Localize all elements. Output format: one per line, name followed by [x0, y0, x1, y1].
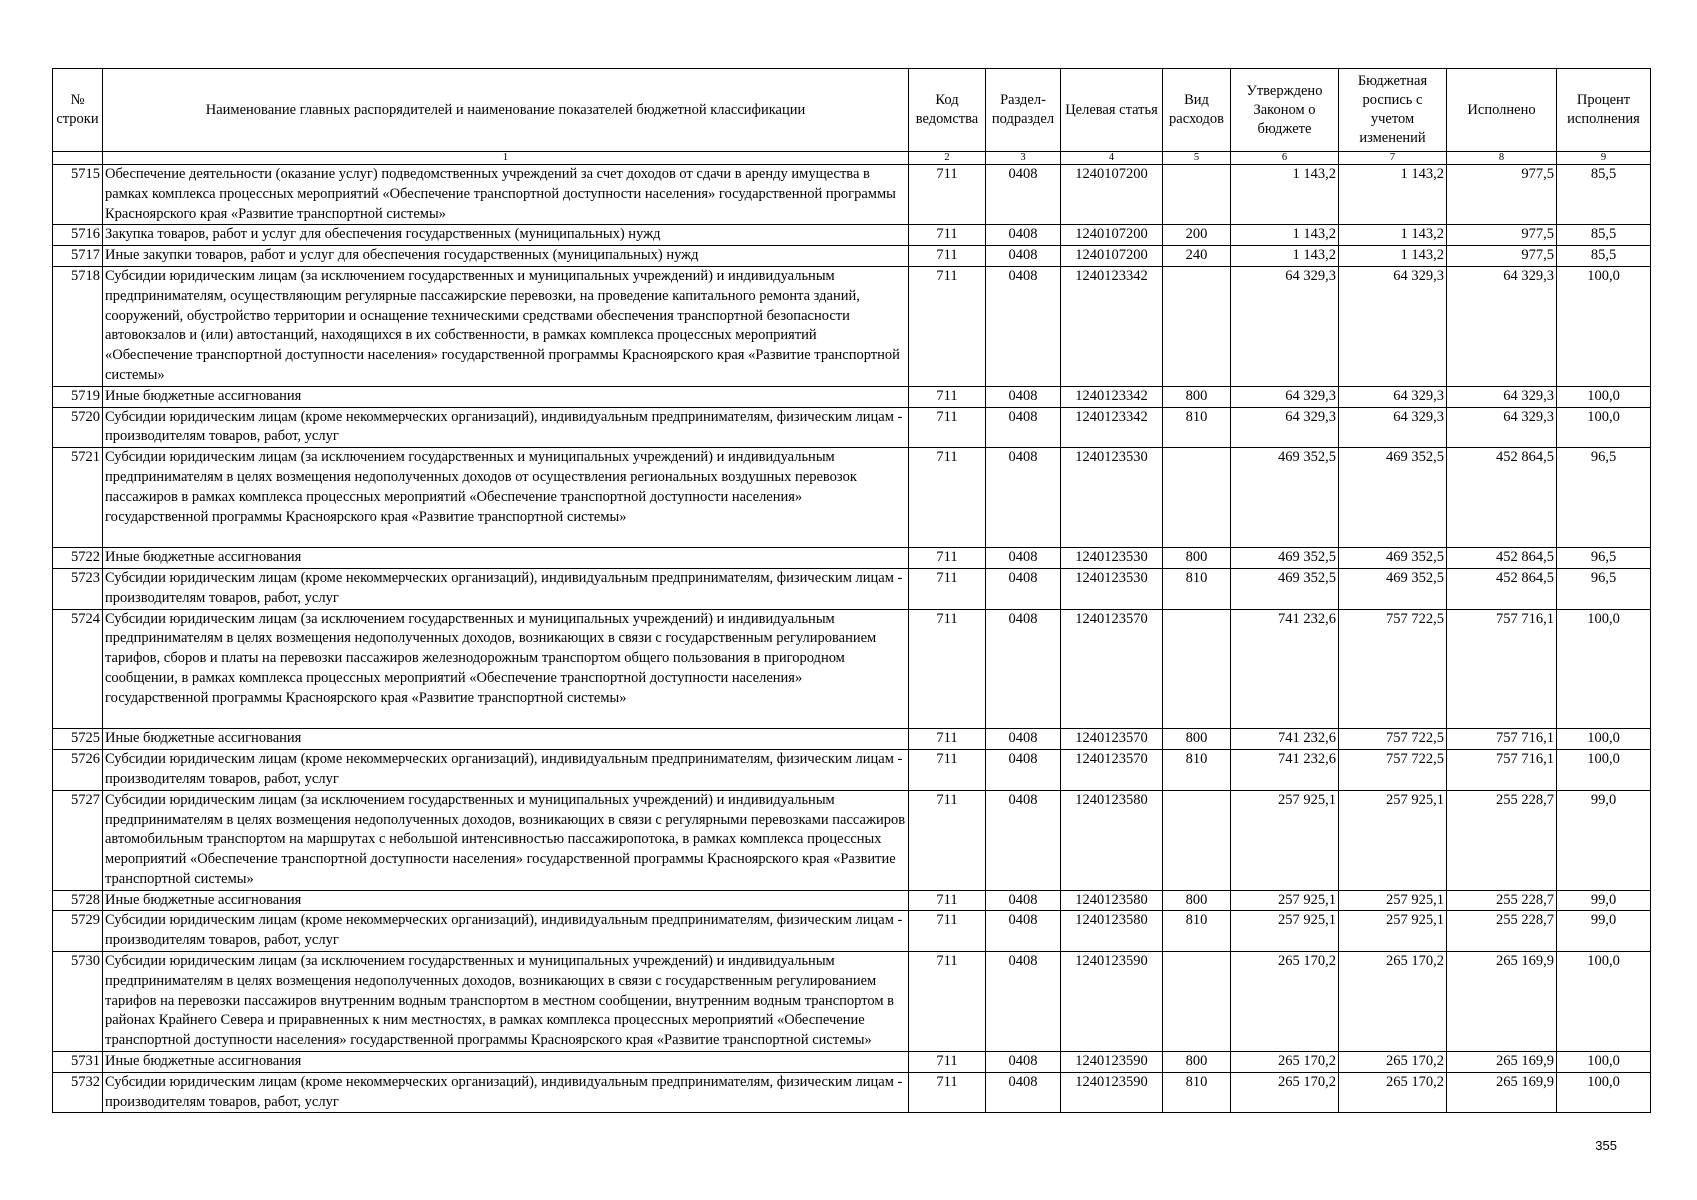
department-code: 711 — [909, 729, 986, 750]
planned-amount: 64 329,3 — [1339, 407, 1447, 448]
table-row — [53, 1052, 1651, 1073]
department-code: 711 — [909, 266, 986, 386]
row-name: Субсидии юридическим лицам (за исключением государственных и муниципальных учреждений) и индивидуальным предпринимателям, осуществляющим регулярные пассажирские перевозки, на проведение капитального ремонта зданий, сооружений, обустройство территории и оснащение техническими средствами обеспечения транспортной безопасности автовокзалов и (или) автостанций, находящихся в их собственности, в рамках комплекса процессных мероприятий «Обеспечение транспортной доступности населения» государственной программы Красноярского края «Развитие транспортной системы» — [103, 266, 909, 386]
approved-amount: 469 352,5 — [1231, 568, 1339, 609]
department-code: 711 — [909, 1072, 986, 1113]
section-code: 0408 — [986, 1072, 1061, 1113]
planned-amount: 265 170,2 — [1339, 1052, 1447, 1073]
target-article: 1240123590 — [1061, 1072, 1163, 1113]
column-number-blank — [53, 152, 103, 165]
planned-amount: 257 925,1 — [1339, 890, 1447, 911]
approved-amount: 469 352,5 — [1231, 448, 1339, 548]
execution-percent: 99,0 — [1557, 890, 1651, 911]
expense-type: 810 — [1163, 568, 1231, 609]
department-code: 711 — [909, 609, 986, 729]
department-code: 711 — [909, 790, 986, 890]
expense-type — [1163, 165, 1231, 225]
expense-type: 810 — [1163, 750, 1231, 791]
department-code: 711 — [909, 952, 986, 1052]
target-article: 1240123590 — [1061, 1052, 1163, 1073]
column-number: 6 — [1231, 152, 1339, 165]
target-article: 1240107200 — [1061, 246, 1163, 267]
planned-amount: 757 722,5 — [1339, 729, 1447, 750]
target-article: 1240107200 — [1061, 225, 1163, 246]
approved-amount: 741 232,6 — [1231, 729, 1339, 750]
target-article: 1240123530 — [1061, 568, 1163, 609]
department-code: 711 — [909, 225, 986, 246]
planned-amount: 64 329,3 — [1339, 266, 1447, 386]
table-row — [53, 729, 1651, 750]
department-code: 711 — [909, 407, 986, 448]
column-number: 5 — [1163, 152, 1231, 165]
section-code: 0408 — [986, 568, 1061, 609]
expense-type: 810 — [1163, 911, 1231, 952]
execution-percent: 96,5 — [1557, 548, 1651, 569]
approved-amount: 265 170,2 — [1231, 1072, 1339, 1113]
department-code: 711 — [909, 548, 986, 569]
executed-amount: 64 329,3 — [1447, 407, 1557, 448]
table-row — [53, 890, 1651, 911]
section-code: 0408 — [986, 609, 1061, 729]
planned-amount: 265 170,2 — [1339, 952, 1447, 1052]
execution-percent: 100,0 — [1557, 952, 1651, 1052]
department-code: 711 — [909, 386, 986, 407]
approved-amount: 64 329,3 — [1231, 407, 1339, 448]
header-target-article: Целевая статья — [1061, 69, 1163, 152]
row-name: Иные бюджетные ассигнования — [103, 729, 909, 750]
row-name: Субсидии юридическим лицам (кроме некоммерческих организаций), индивидуальным предпринимателям, физическим лицам - производителям товаров, работ, услуг — [103, 568, 909, 609]
target-article: 1240123590 — [1061, 952, 1163, 1052]
department-code: 711 — [909, 448, 986, 548]
row-number: 5725 — [53, 729, 103, 750]
executed-amount: 977,5 — [1447, 225, 1557, 246]
executed-amount: 452 864,5 — [1447, 448, 1557, 548]
row-number: 5732 — [53, 1072, 103, 1113]
row-number: 5729 — [53, 911, 103, 952]
executed-amount: 757 716,1 — [1447, 729, 1557, 750]
row-number: 5717 — [53, 246, 103, 267]
table-row — [53, 548, 1651, 569]
table-row — [53, 609, 1651, 729]
executed-amount: 255 228,7 — [1447, 911, 1557, 952]
section-code: 0408 — [986, 729, 1061, 750]
target-article: 1240123580 — [1061, 890, 1163, 911]
row-name: Субсидии юридическим лицам (за исключением государственных и муниципальных учреждений) и индивидуальным предпринимателям в целях возмещения недополученных доходов, возникающих в связи с государственным регулированием тарифов, сборов и платы на перевозки пассажиров железнодорожным транспортом общего пользования в пригородном сообщении, в рамках комплекса процессных мероприятий «Обеспечение транспортной доступности населения» государственной программы Красноярского края «Развитие транспортной системы» — [103, 609, 909, 729]
target-article: 1240123580 — [1061, 911, 1163, 952]
department-code: 711 — [909, 890, 986, 911]
expense-type: 800 — [1163, 548, 1231, 569]
target-article: 1240107200 — [1061, 165, 1163, 225]
column-number: 9 — [1557, 152, 1651, 165]
section-code: 0408 — [986, 246, 1061, 267]
header-row — [53, 69, 1651, 152]
planned-amount: 469 352,5 — [1339, 548, 1447, 569]
target-article: 1240123342 — [1061, 407, 1163, 448]
section-code: 0408 — [986, 911, 1061, 952]
expense-type — [1163, 266, 1231, 386]
execution-percent: 100,0 — [1557, 1072, 1651, 1113]
approved-amount: 741 232,6 — [1231, 750, 1339, 791]
table-row — [53, 568, 1651, 609]
approved-amount: 265 170,2 — [1231, 952, 1339, 1052]
expense-type: 810 — [1163, 407, 1231, 448]
row-number: 5726 — [53, 750, 103, 791]
approved-amount: 257 925,1 — [1231, 911, 1339, 952]
row-name: Субсидии юридическим лицам (за исключением государственных и муниципальных учреждений) и индивидуальным предпринимателям в целях возмещения недополученных доходов, возникающих в связи с государственным регулированием тарифов на перевозки пассажиров внутренним водным транспортом в местном сообщении, внутренним водным транспортом в районах Крайнего Севера и приравненных к ним местностях, в рамках комплекса процессных мероприятий «Обеспечение транспортной доступности населения» государственной программы Красноярского края «Развитие транспортной системы» — [103, 952, 909, 1052]
column-number: 2 — [909, 152, 986, 165]
approved-amount: 265 170,2 — [1231, 1052, 1339, 1073]
section-code: 0408 — [986, 386, 1061, 407]
approved-amount: 64 329,3 — [1231, 266, 1339, 386]
header-approved: Утверждено Законом о бюджете — [1231, 69, 1339, 152]
execution-percent: 99,0 — [1557, 911, 1651, 952]
column-number: 7 — [1339, 152, 1447, 165]
row-number: 5723 — [53, 568, 103, 609]
column-number: 1 — [103, 152, 909, 165]
row-number: 5731 — [53, 1052, 103, 1073]
row-name: Иные бюджетные ассигнования — [103, 1052, 909, 1073]
department-code: 711 — [909, 246, 986, 267]
approved-amount: 257 925,1 — [1231, 890, 1339, 911]
department-code: 711 — [909, 1052, 986, 1073]
row-number: 5716 — [53, 225, 103, 246]
planned-amount: 1 143,2 — [1339, 246, 1447, 267]
planned-amount: 64 329,3 — [1339, 386, 1447, 407]
section-code: 0408 — [986, 890, 1061, 911]
row-number: 5715 — [53, 165, 103, 225]
executed-amount: 452 864,5 — [1447, 548, 1557, 569]
execution-percent: 96,5 — [1557, 448, 1651, 548]
planned-amount: 469 352,5 — [1339, 448, 1447, 548]
expense-type — [1163, 448, 1231, 548]
section-code: 0408 — [986, 952, 1061, 1052]
execution-percent: 85,5 — [1557, 225, 1651, 246]
header-row-number: № строки — [53, 69, 103, 152]
row-number: 5718 — [53, 266, 103, 386]
planned-amount: 757 722,5 — [1339, 609, 1447, 729]
execution-percent: 100,0 — [1557, 1052, 1651, 1073]
expense-type — [1163, 790, 1231, 890]
table-row — [53, 266, 1651, 386]
column-number: 8 — [1447, 152, 1557, 165]
row-number: 5730 — [53, 952, 103, 1052]
column-number-row — [53, 152, 1651, 165]
section-code: 0408 — [986, 165, 1061, 225]
approved-amount: 469 352,5 — [1231, 548, 1339, 569]
target-article: 1240123580 — [1061, 790, 1163, 890]
executed-amount: 757 716,1 — [1447, 609, 1557, 729]
row-number: 5727 — [53, 790, 103, 890]
expense-type: 800 — [1163, 729, 1231, 750]
approved-amount: 1 143,2 — [1231, 225, 1339, 246]
planned-amount: 257 925,1 — [1339, 790, 1447, 890]
row-number: 5721 — [53, 448, 103, 548]
approved-amount: 1 143,2 — [1231, 165, 1339, 225]
expense-type: 800 — [1163, 890, 1231, 911]
target-article: 1240123570 — [1061, 729, 1163, 750]
row-name: Иные бюджетные ассигнования — [103, 548, 909, 569]
table-row — [53, 225, 1651, 246]
header-expense-type: Вид расходов — [1163, 69, 1231, 152]
table-row — [53, 790, 1651, 890]
column-number: 4 — [1061, 152, 1163, 165]
section-code: 0408 — [986, 225, 1061, 246]
execution-percent: 100,0 — [1557, 729, 1651, 750]
executed-amount: 977,5 — [1447, 165, 1557, 225]
planned-amount: 257 925,1 — [1339, 911, 1447, 952]
department-code: 711 — [909, 165, 986, 225]
executed-amount: 255 228,7 — [1447, 790, 1557, 890]
row-name: Субсидии юридическим лицам (кроме некоммерческих организаций), индивидуальным предпринимателям, физическим лицам - производителям товаров, работ, услуг — [103, 407, 909, 448]
executed-amount: 452 864,5 — [1447, 568, 1557, 609]
header-budget-plan: Бюджетная роспись с учетом изменений — [1339, 69, 1447, 152]
expense-type — [1163, 952, 1231, 1052]
executed-amount: 265 169,9 — [1447, 952, 1557, 1052]
row-name: Субсидии юридическим лицам (кроме некоммерческих организаций), индивидуальным предпринимателям, физическим лицам - производителям товаров, работ, услуг — [103, 911, 909, 952]
row-name: Закупка товаров, работ и услуг для обеспечения государственных (муниципальных) нужд — [103, 225, 909, 246]
department-code: 711 — [909, 911, 986, 952]
executed-amount: 757 716,1 — [1447, 750, 1557, 791]
row-number: 5722 — [53, 548, 103, 569]
execution-percent: 96,5 — [1557, 568, 1651, 609]
table-row — [53, 1072, 1651, 1113]
executed-amount: 265 169,9 — [1447, 1052, 1557, 1073]
department-code: 711 — [909, 568, 986, 609]
row-name: Иные бюджетные ассигнования — [103, 890, 909, 911]
execution-percent: 100,0 — [1557, 407, 1651, 448]
planned-amount: 469 352,5 — [1339, 568, 1447, 609]
table-row — [53, 750, 1651, 791]
row-number: 5720 — [53, 407, 103, 448]
column-number: 3 — [986, 152, 1061, 165]
expense-type: 200 — [1163, 225, 1231, 246]
row-name: Субсидии юридическим лицам (за исключением государственных и муниципальных учреждений) и индивидуальным предпринимателям в целях возмещения недополученных доходов от осуществления региональных воздушных перевозок пассажиров в рамках комплекса процессных мероприятий «Обеспечение транспортной доступности населения» государственной программы Красноярского края «Развитие транспортной системы» — [103, 448, 909, 548]
execution-percent: 100,0 — [1557, 750, 1651, 791]
section-code: 0408 — [986, 266, 1061, 386]
executed-amount: 977,5 — [1447, 246, 1557, 267]
row-name: Обеспечение деятельности (оказание услуг) подведомственных учреждений за счет доходов от сдачи в аренду имущества в рамках комплекса процессных мероприятий «Обеспечение транспортной доступности населения» государственной программы Красноярского края «Развитие транспортной системы» — [103, 165, 909, 225]
expense-type: 800 — [1163, 1052, 1231, 1073]
section-code: 0408 — [986, 790, 1061, 890]
row-number: 5719 — [53, 386, 103, 407]
row-name: Субсидии юридическим лицам (кроме некоммерческих организаций), индивидуальным предпринимателям, физическим лицам - производителям товаров, работ, услуг — [103, 750, 909, 791]
table-row — [53, 448, 1651, 548]
header-executed: Исполнено — [1447, 69, 1557, 152]
table-row — [53, 911, 1651, 952]
target-article: 1240123570 — [1061, 750, 1163, 791]
section-code: 0408 — [986, 548, 1061, 569]
table-row — [53, 165, 1651, 225]
planned-amount: 1 143,2 — [1339, 165, 1447, 225]
header-percent: Процент исполнения — [1557, 69, 1651, 152]
target-article: 1240123342 — [1061, 266, 1163, 386]
target-article: 1240123530 — [1061, 548, 1163, 569]
approved-amount: 1 143,2 — [1231, 246, 1339, 267]
table-row — [53, 246, 1651, 267]
table-row — [53, 952, 1651, 1052]
row-number: 5728 — [53, 890, 103, 911]
execution-percent: 85,5 — [1557, 165, 1651, 225]
expense-type — [1163, 609, 1231, 729]
approved-amount: 64 329,3 — [1231, 386, 1339, 407]
approved-amount: 257 925,1 — [1231, 790, 1339, 890]
budget-execution-table — [52, 68, 1651, 1113]
section-code: 0408 — [986, 448, 1061, 548]
execution-percent: 99,0 — [1557, 790, 1651, 890]
planned-amount: 1 143,2 — [1339, 225, 1447, 246]
header-department-code: Код ведомства — [909, 69, 986, 152]
expense-type: 240 — [1163, 246, 1231, 267]
target-article: 1240123342 — [1061, 386, 1163, 407]
section-code: 0408 — [986, 407, 1061, 448]
executed-amount: 64 329,3 — [1447, 386, 1557, 407]
execution-percent: 100,0 — [1557, 386, 1651, 407]
header-section: Раздел-подраздел — [986, 69, 1061, 152]
executed-amount: 64 329,3 — [1447, 266, 1557, 386]
row-name: Иные закупки товаров, работ и услуг для обеспечения государственных (муниципальных) нужд — [103, 246, 909, 267]
table-body — [53, 165, 1651, 1113]
planned-amount: 757 722,5 — [1339, 750, 1447, 791]
row-name: Субсидии юридическим лицам (кроме некоммерческих организаций), индивидуальным предпринимателям, физическим лицам - производителям товаров, работ, услуг — [103, 1072, 909, 1113]
expense-type: 800 — [1163, 386, 1231, 407]
approved-amount: 741 232,6 — [1231, 609, 1339, 729]
planned-amount: 265 170,2 — [1339, 1072, 1447, 1113]
target-article: 1240123530 — [1061, 448, 1163, 548]
section-code: 0408 — [986, 750, 1061, 791]
expense-type: 810 — [1163, 1072, 1231, 1113]
target-article: 1240123570 — [1061, 609, 1163, 729]
execution-percent: 100,0 — [1557, 266, 1651, 386]
page-number: 355 — [1595, 1138, 1617, 1153]
executed-amount: 255 228,7 — [1447, 890, 1557, 911]
table-row — [53, 386, 1651, 407]
execution-percent: 85,5 — [1557, 246, 1651, 267]
row-number: 5724 — [53, 609, 103, 729]
department-code: 711 — [909, 750, 986, 791]
table-row — [53, 407, 1651, 448]
header-name: Наименование главных распорядителей и наименование показателей бюджетной классификации — [103, 69, 909, 152]
row-name: Субсидии юридическим лицам (за исключением государственных и муниципальных учреждений) и индивидуальным предпринимателям в целях возмещения недополученных доходов, возникающих в связи с регулярными перевозками пассажиров автомобильным транспортом на маршрутах с небольшой интенсивностью пассажиропотока, в рамках комплекса процессных мероприятий «Обеспечение транспортной доступности населения» государственной программы Красноярского края «Развитие транспортной системы» — [103, 790, 909, 890]
executed-amount: 265 169,9 — [1447, 1072, 1557, 1113]
section-code: 0408 — [986, 1052, 1061, 1073]
execution-percent: 100,0 — [1557, 609, 1651, 729]
row-name: Иные бюджетные ассигнования — [103, 386, 909, 407]
